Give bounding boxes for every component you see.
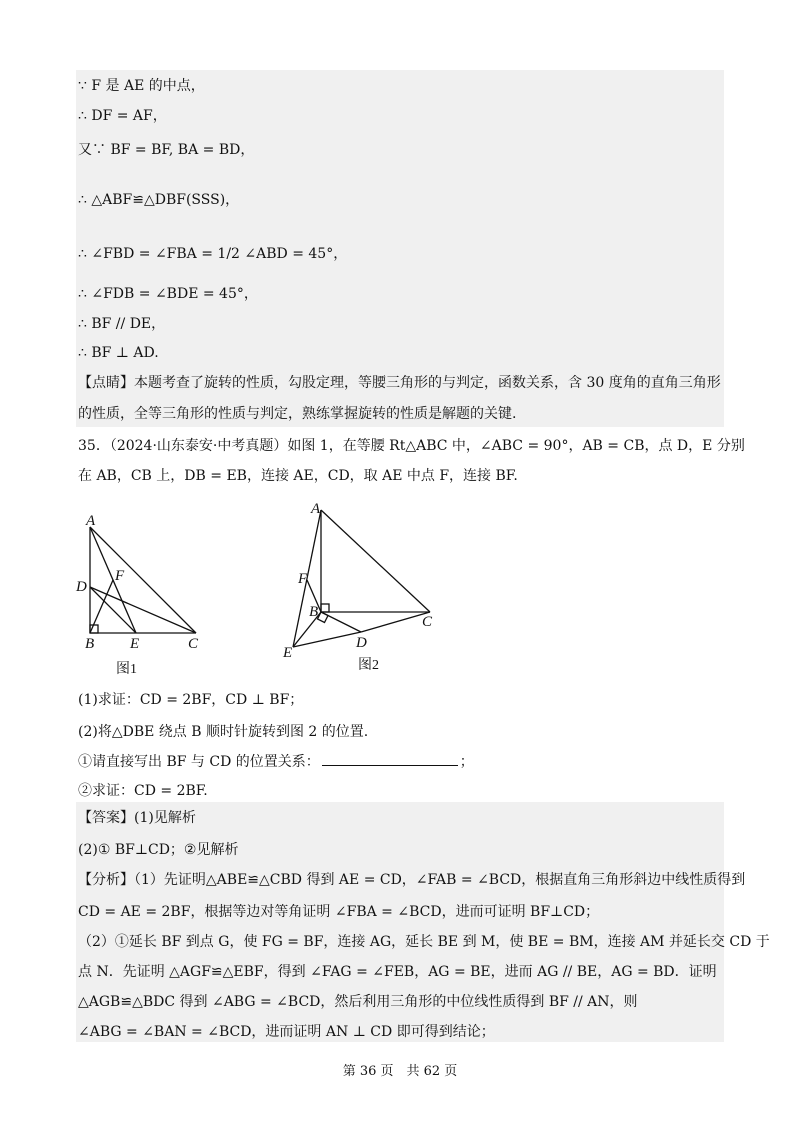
question-2: (2)将△DBE 绕点 B 顺时针旋转到图 2 的位置. [78,724,369,740]
analysis-line: △AGB≌△BDC 得到 ∠ABG = ∠BCD，然后利用三角形的中位线性质得到 BF // AN，则 [78,994,638,1010]
solution-line: ∴ ∠FBD = ∠FBA = 1/2 ∠ABD = 45°， [78,246,348,262]
solution-line: ∵ F 是 AE 的中点， [78,78,205,94]
answer-line: 【答案】(1)见解析 [78,810,196,826]
problem-line: 在 AB，CB 上，DB = EB，连接 AE，CD，取 AE 中点 F，连接 BF. [78,468,518,484]
fig2-label-a: A [311,501,321,517]
analysis-line: 【分析】（1）先证明△ABE≌△CBD 得到 AE = CD，∠FAB = ∠BCD，根据直角三角形斜边中线性质得到 [78,872,746,888]
solution-line: 又∵ BF = BF, BA = BD， [78,142,255,158]
fig2-label-b: B [309,604,319,620]
solution-line: ∴ BF ⊥ AD. [78,345,159,361]
answer-blank[interactable] [322,753,458,766]
question-2-1 [78,752,474,772]
solution-line: ∴ DF = AF， [78,108,167,124]
fig1-label-c: C [188,636,199,652]
comment-line: 【点睛】本题考查了旋转的性质，勾股定理，等腰三角形的与判定，函数关系，含 30 度角的直角三角形 [78,375,721,391]
fig2-label-f: F [298,571,308,587]
fig1-label-e: E [130,636,140,652]
question-1: (1)求证：CD = 2BF，CD ⊥ BF； [78,692,304,708]
question-2-1-text: ①请直接写出 BF 与 CD 的位置关系： [78,754,320,770]
answer-line: (2)① BF⊥CD；②见解析 [78,842,239,858]
fig1-label-f: F [115,568,125,584]
analysis-line: CD = AE = 2BF，根据等边对等角证明 ∠FBA = ∠BCD，进而可证明 BF⊥CD； [78,904,600,920]
fig2-label-c: C [422,614,433,630]
page-footer: 第 36 页 共 62 页 [342,1064,458,1079]
figure-1 [70,505,230,675]
fig2-label-d: D [356,635,367,651]
fig2-label-e: E [283,645,293,661]
solution-line: ∴ ∠FDB = ∠BDE = 45°， [78,286,258,302]
fig1-caption: 图1 [116,662,137,675]
analysis-line: ∠ABG = ∠BAN = ∠BCD，进而证明 AN ⊥ CD 即可得到结论； [78,1024,495,1040]
solution-line: ∴ BF // DE， [78,316,166,332]
fig1-label-b: B [85,636,95,652]
analysis-line: 点 N．先证明 △AGF≌△EBF，得到 ∠FAG = ∠FEB，AG = BE，进而 AG // BE，AG = BD．证明 [78,964,717,980]
figure-2 [280,495,450,670]
problem-line: 35．（2024·山东泰安·中考真题）如图 1，在等腰 Rt△ABC 中，∠ABC = 90°，AB = CB，点 D，E 分别 [78,438,745,454]
question-2-2: ②求证：CD = 2BF. [78,783,208,799]
fig2-caption: 图2 [358,658,379,670]
question-2-1-suffix: ； [459,754,474,770]
analysis-line: （2）①延长 BF 到点 G，使 FG = BF，连接 AG，延长 BE 到 M，使 BE = BM，连接 AM 并延长交 CD 于 [78,934,770,950]
solution-line: ∴ △ABF≌△DBF(SSS)， [78,192,240,208]
comment-line: 的性质，全等三角形的性质与判定，熟练掌握旋转的性质是解题的关键. [78,406,517,422]
fig1-label-d: D [76,579,87,595]
fig1-label-a: A [86,513,96,529]
